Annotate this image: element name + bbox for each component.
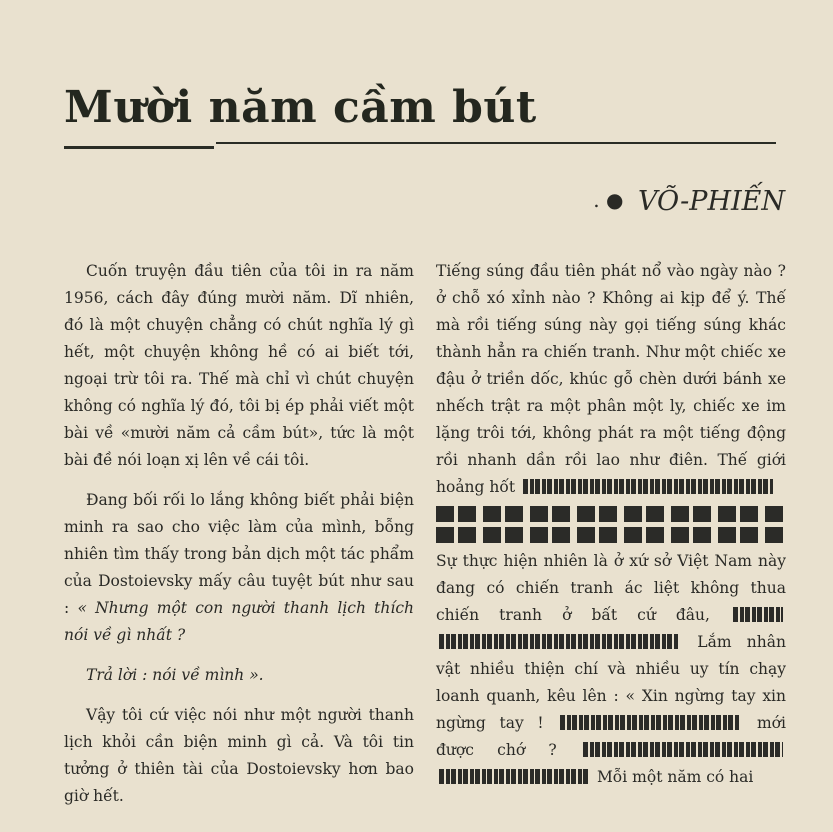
paragraph	[436, 548, 786, 791]
paragraph-text: Sự thực hiện nhiên là ở xứ sở Việt Nam này đang có chiến tranh ác liệt không thua chiến tranh ở bất cứ đâu,	[436, 552, 786, 624]
paragraph	[436, 258, 786, 543]
author-name: VÕ-PHIẾN	[638, 186, 785, 217]
censored-block	[439, 634, 679, 649]
paragraph: Cuốn truyện đầu tiên của tôi in ra năm 1956, cách đây đúng mười năm. Dĩ nhiên, đó là một chuyện chẳng có chút nghĩa lý gì hết, một chuyện không hề có ai biết tới, ngoại trừ tôi ra. Thế mà chỉ vì chút chuyện không có nghĩa lý đó, tôi bị ép phải viết một bài về «mười năm cả cầm bút», tức là một bài đề nói loạn xị lên về cái tôi.	[64, 262, 414, 469]
article-title: Mười năm cầm bút	[64, 82, 537, 133]
censored-block	[583, 742, 783, 757]
paragraph-text: Mỗi một năm có hai	[596, 768, 754, 786]
bullet-icon: . ●	[593, 188, 624, 212]
left-column	[64, 258, 414, 823]
right-column	[436, 258, 786, 804]
paragraph-text: hốt	[489, 478, 516, 496]
censored-block	[733, 607, 783, 622]
censored-block	[436, 527, 786, 543]
paragraph	[64, 487, 414, 649]
title-rule-thick	[64, 146, 214, 149]
quote-text: « Nhưng một con người thanh lịch thích nói về gì nhất ?	[64, 599, 414, 644]
title-rule-thin	[216, 142, 776, 144]
paragraph: Vậy tôi cứ việc nói như một người thanh lịch khỏi cần biện minh gì cả. Và tôi tin tưởng ở thiên tài của Dostoievsky hơn bao giờ hết.	[64, 706, 414, 805]
censored-block	[436, 506, 786, 522]
byline	[593, 186, 785, 217]
paragraph-text: mới được chớ ?	[436, 714, 786, 759]
paragraph-text: Tiếng súng đầu tiên phát nổ vào ngày nào ? ở chỗ xó xỉnh nào ? Không ai kịp để ý. Thế mà rồi tiếng súng này gọi tiếng súng khác thành hẳn ra chiến tranh. Như một chiếc xe đậu ở triền dốc, khúc gỗ chèn dưới bánh xe nhếch trật ra một phân một ly, chiếc xe im lặng trôi tới, không phát ra một tiếng động rồi nhanh dần rồi lao như điên. Thế giới hoảng	[436, 262, 786, 496]
quote-answer: Trả lời : nói về mình ».	[86, 666, 264, 684]
censored-block	[560, 715, 740, 730]
censored-block	[523, 479, 773, 494]
censored-block	[439, 769, 589, 784]
paragraph-text: Đang bối rối lo lắng không biết phải biện minh ra sao cho việc làm của mình, bỗng nhiên tìm thấy trong bản dịch một tác phẩm của Dostoievsky mấy câu tuyệt bút như sau :	[64, 491, 414, 617]
paragraph-text: Lắm nhân vật nhiều thiện chí và nhiều uy tín chạy loanh quanh, kêu lên : « Xin ngừng tay xin ngừng tay !	[436, 633, 786, 732]
